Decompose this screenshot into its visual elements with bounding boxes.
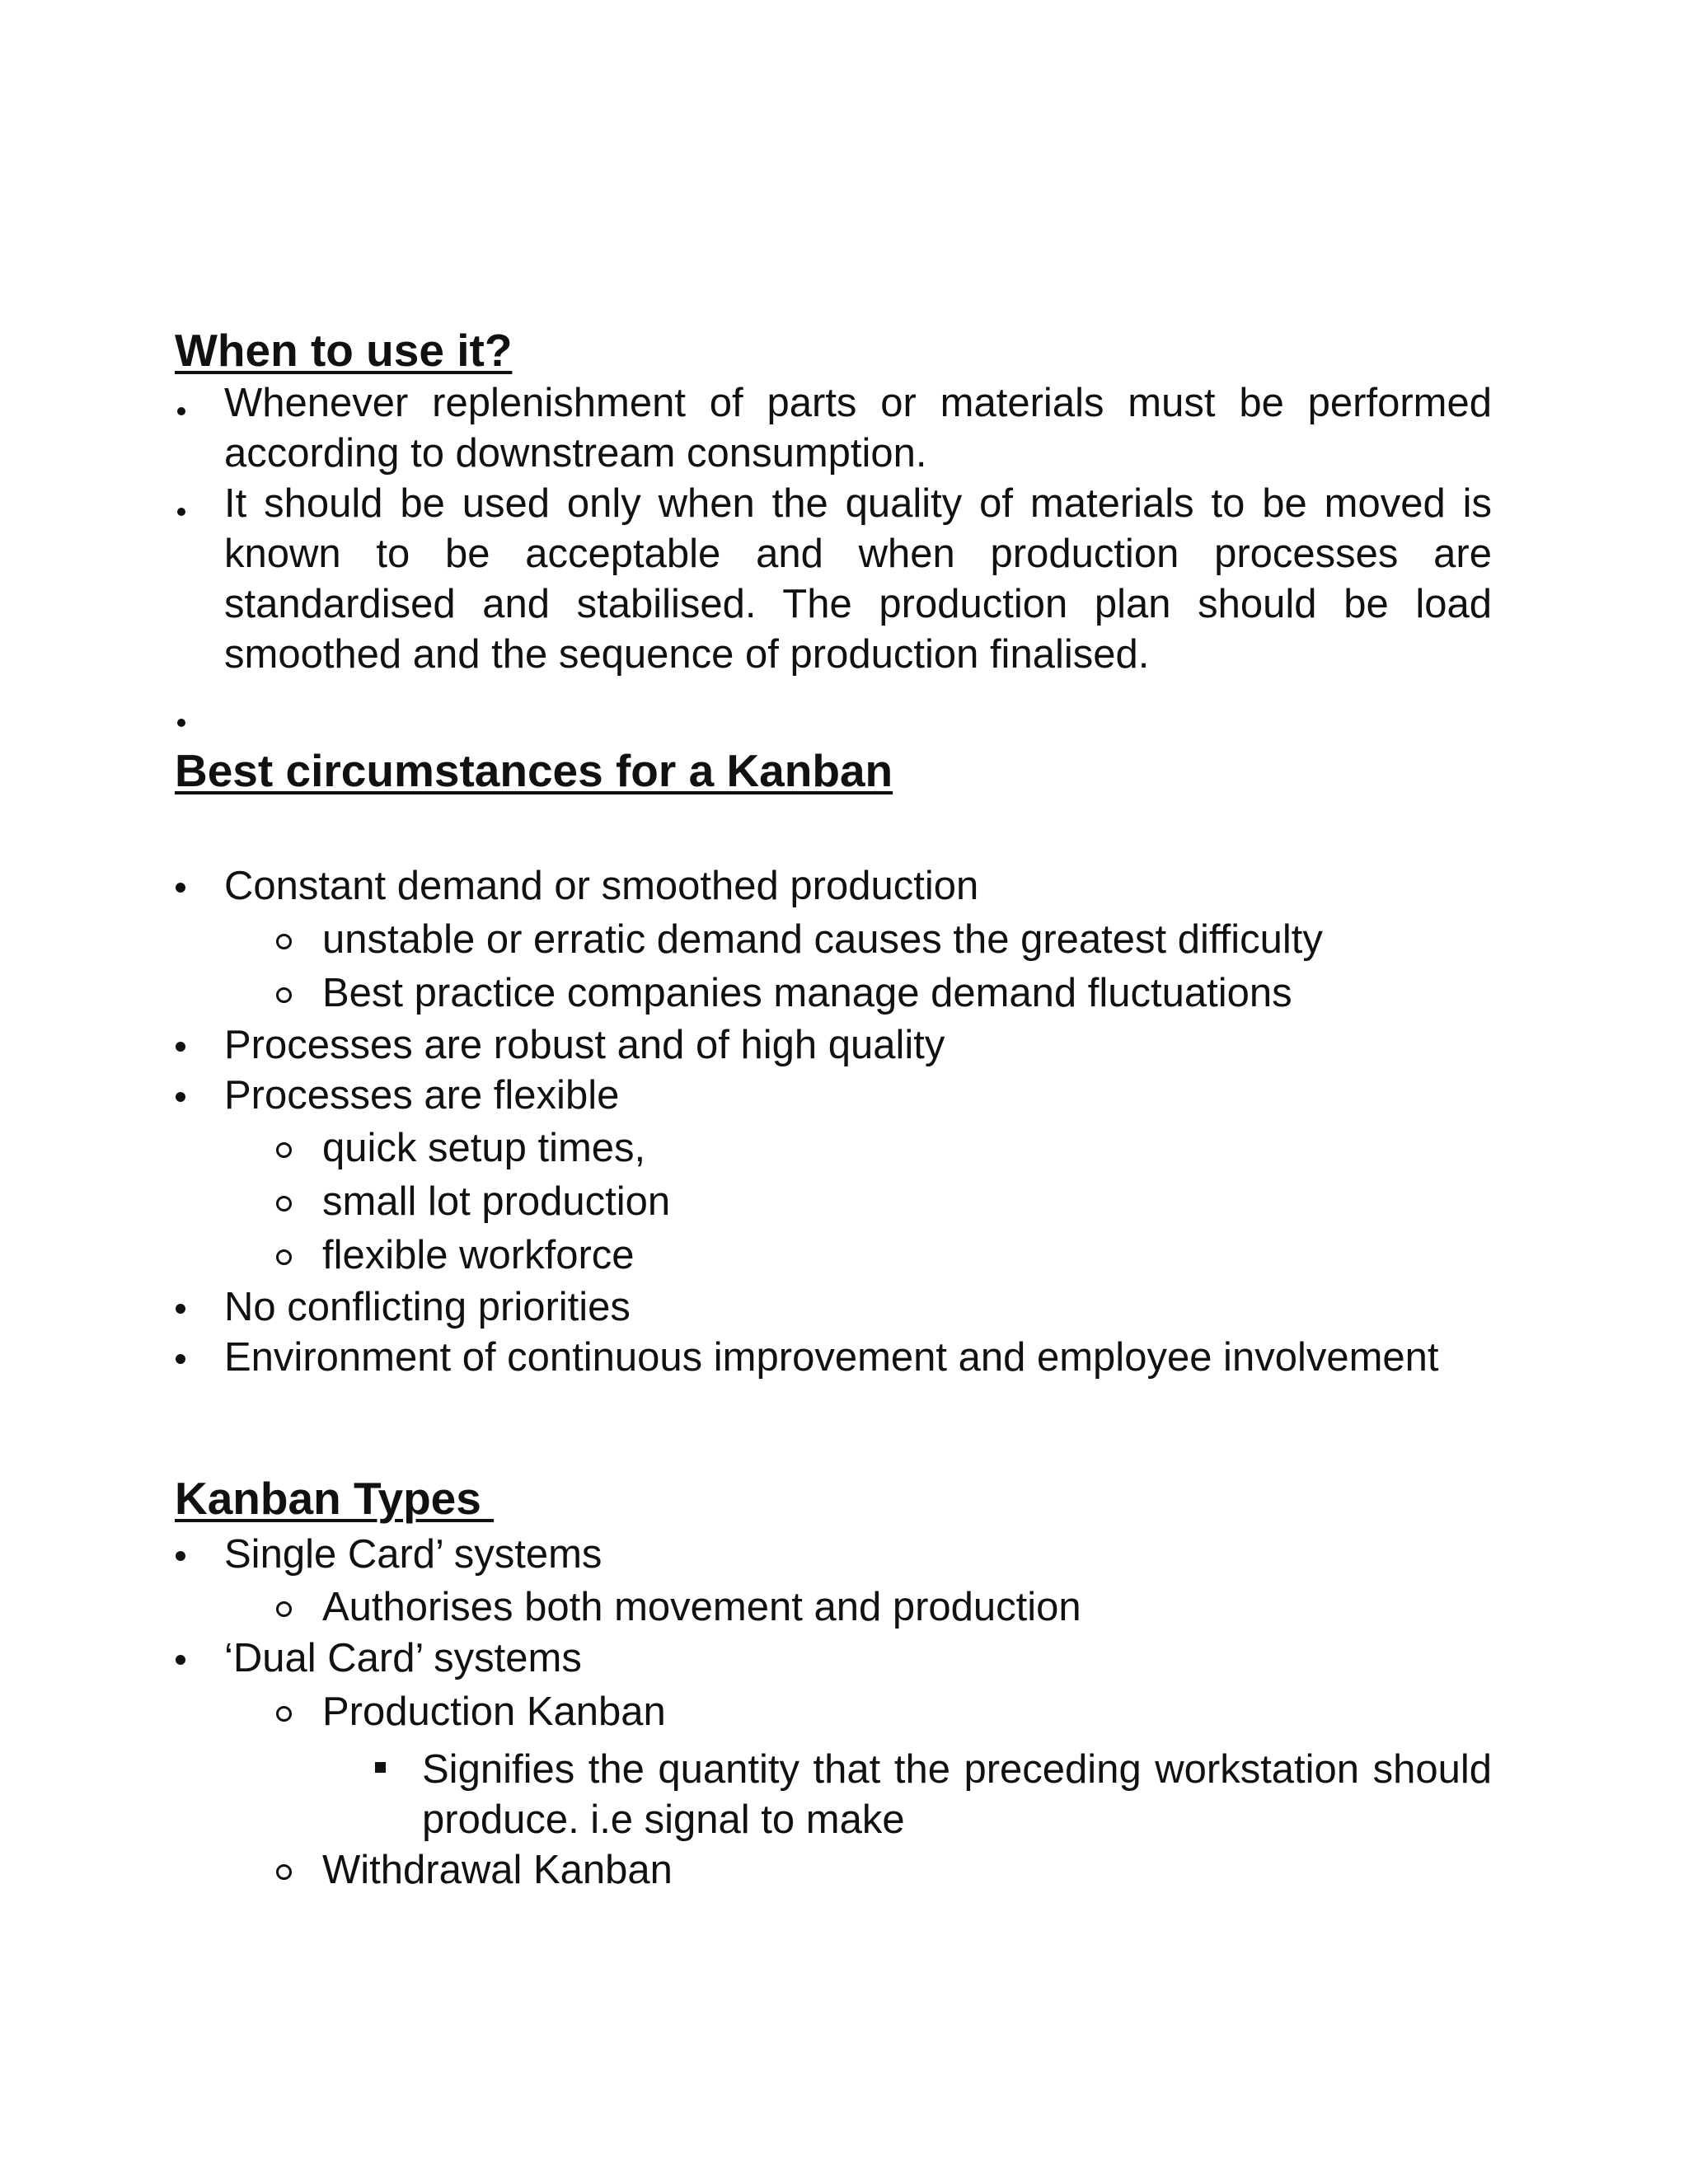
sub-list-item: Production Kanban [322,1690,666,1734]
bullet-marker [177,407,185,415]
bullet-marker [176,1042,185,1052]
sub-list-item: quick setup times, [322,1126,646,1170]
bullet-marker [176,1092,185,1102]
sub-bullet-marker [276,1196,292,1212]
list-item: Whenever replenishment of parts or materials must be performed according to downstream consumption. [224,381,1492,476]
sub-list-item: small lot production [322,1179,671,1224]
sub-list-item: Withdrawal Kanban [322,1848,673,1892]
section-heading-when-to-use: When to use it? [175,325,513,376]
sub-bullet-marker [276,1142,292,1158]
sub-list-item: unstable or erratic demand causes the greatest difficulty [322,917,1323,962]
list-item: No conflicting priorities [224,1285,631,1329]
list-item: Constant demand or smoothed production [224,864,979,908]
sub-bullet-marker [276,1249,292,1265]
list-item: Single Card’ systems [224,1532,603,1577]
bullet-marker [177,508,185,516]
sub-list-item: Best practice companies manage demand fluctuations [322,971,1292,1015]
list-item: Processes are robust and of high quality [224,1023,945,1067]
list-item: Environment of continuous improvement and employee involvement [224,1335,1439,1380]
sub-bullet-marker [276,1706,292,1722]
sub-sub-list-item: Signifies the quantity that the preceding workstation should produce. i.e signal to make [422,1747,1492,1842]
sub-list-item: Authorises both movement and production [322,1585,1081,1629]
section-heading-best-circumstances: Best circumstances for a Kanban [175,745,893,796]
sub-bullet-marker [276,934,292,949]
sub-sub-bullet-marker [375,1762,386,1773]
sub-list-item: flexible workforce [322,1233,635,1277]
bullet-marker [176,883,185,893]
empty-bullet-marker [177,719,185,727]
list-item: It should be used only when the quality of materials to be moved is known to be acceptable and when production processes are standardised and stabilised. The production plan should be load smoothed and the sequence of production finalised. [224,481,1492,677]
section-heading-kanban-types: Kanban Types [175,1473,495,1524]
list-item: Processes are flexible [224,1073,620,1118]
sub-bullet-marker [276,987,292,1003]
sub-bullet-marker [276,1864,292,1880]
bullet-marker [176,1551,185,1561]
sub-bullet-marker [276,1601,292,1617]
bullet-marker [176,1655,185,1665]
bullet-marker [176,1304,185,1314]
bullet-marker [176,1354,185,1364]
list-item: ‘Dual Card’ systems [224,1636,582,1680]
